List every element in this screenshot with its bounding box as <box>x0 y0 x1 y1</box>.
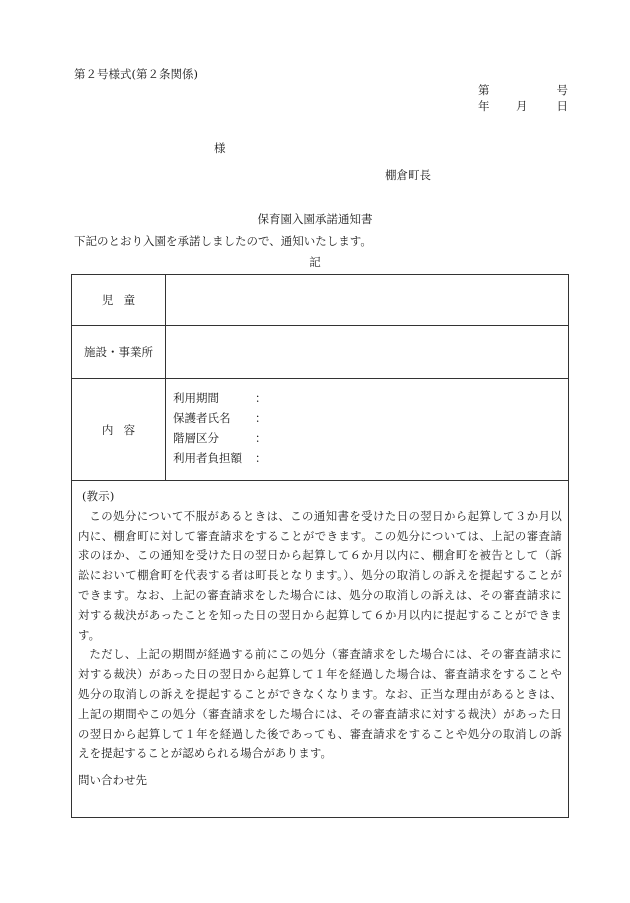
content-items <box>173 390 373 470</box>
number-suffix: 号 <box>556 83 568 97</box>
notice-paragraph-1: この処分について不服があるときは、この通知書を受けた日の翌日から起算して３か月以内に、棚倉町に対して審査請求をすることができます。この処分については、上記の審査請求のほか、この通知を受けた日の翌日から起算して６か月以内に、棚倉町を被告として（訴訟において棚倉町を代表する者は町長となります。）、処分の取消しの訴えを提起することができます。なお、上記の審査請求をした場合には、処分の取消しの訴えは、その審査請求に対する裁決があったことを知った日の翌日から起算して６か月以内に提起することができます。 <box>78 508 562 642</box>
facility-label: 施設・事業所 <box>84 345 153 359</box>
number-prefix: 第 <box>478 83 490 97</box>
content-label-cell <box>72 379 166 480</box>
content-item <box>173 450 373 470</box>
child-label-cell <box>72 275 166 325</box>
content-item-label: 利用者負担額 <box>173 451 242 465</box>
contact-label: 問い合わせ先 <box>78 773 147 787</box>
content-item <box>173 390 373 410</box>
content-label: 内容 <box>101 422 146 437</box>
day-label: 日 <box>556 99 568 113</box>
addressee-honorific: 様 <box>214 141 226 155</box>
issue-date <box>478 98 568 113</box>
details-table <box>71 274 569 818</box>
facility-row <box>72 326 568 379</box>
intro-text: 下記のとおり入園を承諾しましたので、通知いたします。 <box>74 234 372 248</box>
year-label: 年 <box>478 99 490 113</box>
facility-label-cell <box>72 326 166 378</box>
notice-heading: (教示) <box>82 489 115 503</box>
content-row <box>72 379 568 481</box>
content-item-label: 利用期間 <box>173 391 219 405</box>
notice-paragraph-2: ただし、上記の期間が経過する前にこの処分（審査請求をした場合には、その審査請求に対する裁決）があった日の翌日から起算して１年を経過した場合は、審査請求をすることや処分の取消しの訴えを提起することができなくなります。なお、正当な理由があるときは、上記の期間やこの処分（審査請求をした場合には、その審査請求に対する裁決）があった日の翌日から起算して１年を経過した後であっても、審査請求をすることや処分の取消しの訴えを提起することが認められる場合があります。 <box>78 647 562 761</box>
sender-name: 棚倉町長 <box>385 168 431 182</box>
month-label: 月 <box>516 99 528 113</box>
content-item <box>173 430 373 450</box>
document-title: 保育園入園承諾通知書 <box>257 212 373 226</box>
ki-marker: 記 <box>309 255 321 269</box>
content-item-colon: ： <box>255 431 267 445</box>
child-row <box>72 275 568 326</box>
content-item-label: 階層区分 <box>173 431 219 445</box>
content-item-colon: ： <box>255 451 267 465</box>
child-label: 児童 <box>101 293 146 307</box>
content-item-colon: ： <box>255 411 267 425</box>
document-number <box>478 82 568 97</box>
content-item-label: 保護者氏名 <box>173 411 231 425</box>
content-item <box>173 410 373 430</box>
content-item-colon: ： <box>255 391 267 405</box>
appeal-notice <box>78 487 562 764</box>
form-number: 第２号様式(第２条関係) <box>74 67 198 81</box>
